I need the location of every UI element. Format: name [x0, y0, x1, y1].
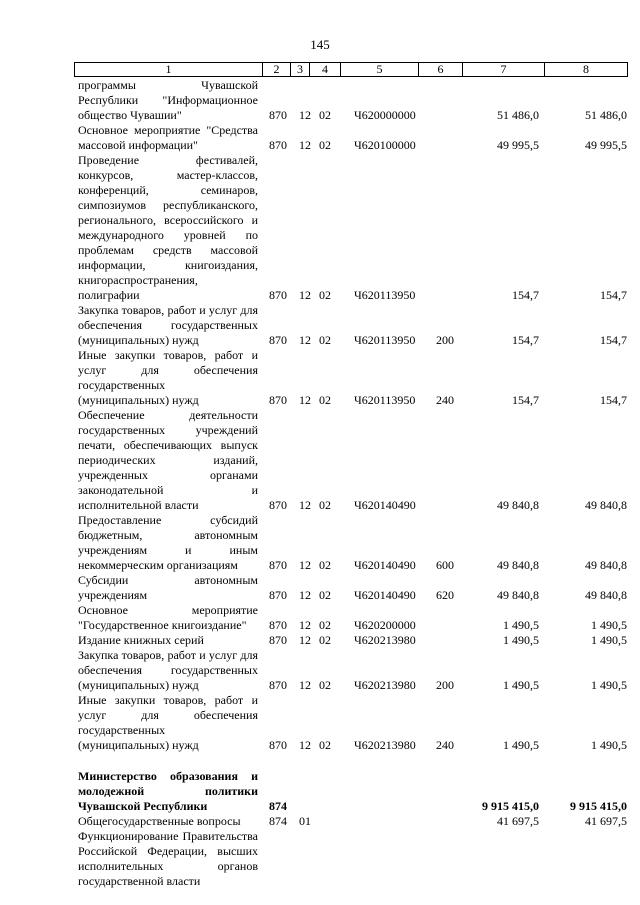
- cell-amount-1: 49 840,8: [497, 498, 539, 512]
- cell-target-code: Ч620113950: [354, 288, 416, 302]
- cell-amount-2: 1 490,5: [591, 618, 627, 632]
- table-row: [74, 814, 627, 829]
- cell-section: 12: [299, 393, 311, 407]
- cell-amount-1: 49 995,5: [497, 138, 539, 152]
- cell-target-code: Ч620140490: [354, 558, 416, 572]
- table-row: [74, 153, 627, 303]
- cell-expense-type: 240: [436, 738, 454, 752]
- cell-ministry: 870: [269, 588, 287, 602]
- table-row: [74, 769, 627, 814]
- cell-target-code: Ч620100000: [354, 138, 416, 152]
- cell-ministry: 870: [269, 738, 287, 752]
- cell-amount-1: 154,7: [512, 393, 539, 407]
- cell-section: 12: [299, 333, 311, 347]
- cell-amount-2: 49 840,8: [585, 588, 627, 602]
- cell-subsection: 02: [319, 498, 331, 512]
- cell-subsection: 02: [319, 558, 331, 572]
- cell-amount-2: 49 840,8: [585, 558, 627, 572]
- cell-section: 12: [299, 108, 311, 122]
- cell-amount-2: 154,7: [600, 333, 627, 347]
- cell-amount-2: 51 486,0: [585, 108, 627, 122]
- cell-ministry: 870: [269, 288, 287, 302]
- cell-expense-type: 620: [436, 588, 454, 602]
- row-description: Иные закупки товаров, работ и услуг для обеспечения государственных (муниципальных) нужд: [78, 693, 258, 752]
- table-row: [74, 348, 627, 408]
- table-row: [74, 648, 627, 693]
- row-description: Основное мероприятие "Средства массовой информации": [78, 123, 258, 152]
- cell-subsection: 02: [319, 738, 331, 752]
- cell-ministry: 870: [269, 333, 287, 347]
- cell-target-code: Ч620140490: [354, 588, 416, 602]
- row-description: Функционирование Правительства Российской Федерации, высших исполнительных органов государственной власти: [78, 829, 258, 888]
- cell-amount-1: 49 840,8: [497, 588, 539, 602]
- page-number: 145: [310, 37, 330, 52]
- column-header: 1: [75, 63, 263, 77]
- cell-section: 12: [299, 588, 311, 602]
- cell-amount-2: 1 490,5: [591, 678, 627, 692]
- cell-amount-2: 1 490,5: [591, 738, 627, 752]
- cell-amount-1: 41 697,5: [497, 814, 539, 828]
- cell-section: 12: [299, 678, 311, 692]
- column-header: 4: [310, 63, 341, 77]
- cell-ministry: 874: [269, 814, 287, 828]
- cell-section: 12: [299, 618, 311, 632]
- cell-subsection: 02: [319, 108, 331, 122]
- cell-ministry: 870: [269, 498, 287, 512]
- cell-target-code: Ч620113950: [354, 333, 416, 347]
- cell-amount-1: 49 840,8: [497, 558, 539, 572]
- row-description: Обеспечение деятельности государственных учреждений печати, обеспечивающих выпуск периодических изданий, учрежденных органами законодательной и исполнительной власти: [78, 408, 258, 512]
- budget-table-body: [74, 78, 627, 889]
- cell-subsection: 02: [319, 633, 331, 647]
- cell-target-code: Ч620213980: [354, 678, 416, 692]
- row-description: Основное мероприятие "Государственное книгоиздание": [78, 603, 258, 632]
- table-row: [74, 123, 627, 153]
- row-description: Закупка товаров, работ и услуг для обеспечения государственных (муниципальных) нужд: [78, 648, 258, 692]
- column-header: 6: [419, 63, 463, 77]
- row-description: Издание книжных серий: [78, 633, 204, 647]
- cell-section: 12: [299, 138, 311, 152]
- cell-subsection: 02: [319, 618, 331, 632]
- cell-subsection: 02: [319, 288, 331, 302]
- cell-target-code: Ч620213980: [354, 738, 416, 752]
- table-row: [74, 829, 627, 889]
- cell-section: 12: [299, 633, 311, 647]
- cell-section: 01: [299, 814, 311, 828]
- cell-section: 12: [299, 558, 311, 572]
- cell-amount-1: 154,7: [512, 333, 539, 347]
- cell-amount-2: 154,7: [600, 288, 627, 302]
- row-description: Иные закупки товаров, работ и услуг для обеспечения государственных (муниципальных) нужд: [78, 348, 258, 407]
- cell-amount-1: 1 490,5: [503, 738, 539, 752]
- cell-amount-2: 41 697,5: [585, 814, 627, 828]
- column-header: 8: [545, 63, 628, 77]
- table-row: [74, 78, 627, 123]
- cell-subsection: 02: [319, 138, 331, 152]
- cell-expense-type: 600: [436, 558, 454, 572]
- cell-subsection: 02: [319, 588, 331, 602]
- cell-target-code: Ч620213980: [354, 633, 416, 647]
- cell-ministry: 870: [269, 618, 287, 632]
- row-description: Предоставление субсидий бюджетным, автономным учреждениям и иным некоммерческим организациям: [78, 513, 258, 572]
- cell-section: 12: [299, 498, 311, 512]
- row-description: Министерство образования и молодежной политики Чувашской Республики: [78, 769, 258, 813]
- cell-target-code: Ч620140490: [354, 498, 416, 512]
- cell-subsection: 02: [319, 333, 331, 347]
- table-row: [74, 513, 627, 573]
- cell-expense-type: 240: [436, 393, 454, 407]
- cell-amount-1: 1 490,5: [503, 618, 539, 632]
- column-header: 3: [291, 63, 310, 77]
- cell-target-code: Ч620200000: [354, 618, 416, 632]
- cell-amount-1: 1 490,5: [503, 678, 539, 692]
- section-spacer: [74, 753, 627, 769]
- column-header-row: [74, 62, 628, 77]
- table-row: [74, 693, 627, 753]
- row-description: Закупка товаров, работ и услуг для обеспечения государственных (муниципальных) нужд: [78, 303, 258, 347]
- row-description: Субсидии автономным учреждениям: [78, 573, 258, 602]
- cell-subsection: 02: [319, 393, 331, 407]
- cell-ministry: 870: [269, 138, 287, 152]
- cell-section: 12: [299, 738, 311, 752]
- table-row: [74, 303, 627, 348]
- cell-ministry: 870: [269, 678, 287, 692]
- table-row: [74, 573, 627, 603]
- cell-subsection: 02: [319, 678, 331, 692]
- cell-expense-type: 200: [436, 678, 454, 692]
- cell-ministry: 870: [269, 633, 287, 647]
- cell-amount-2: 49 995,5: [585, 138, 627, 152]
- table-row: [74, 408, 627, 513]
- cell-section: 12: [299, 288, 311, 302]
- cell-ministry: 870: [269, 558, 287, 572]
- cell-expense-type: 200: [436, 333, 454, 347]
- table-row: [74, 603, 627, 633]
- cell-amount-1: 51 486,0: [497, 108, 539, 122]
- cell-ministry: 870: [269, 393, 287, 407]
- cell-target-code: Ч620113950: [354, 393, 416, 407]
- row-description: Проведение фестивалей, конкурсов, мастер-классов, конференций, семинаров, симпозиумов республиканского, регионального, всероссийского и международного уровней по проблемам средств массовой информации, книгоиздания, книгораспространения, полиграфии: [78, 153, 258, 302]
- cell-amount-2: 49 840,8: [585, 498, 627, 512]
- row-description: программы Чувашской Республики "Информационное общество Чувашии": [78, 78, 258, 122]
- cell-ministry: 870: [269, 108, 287, 122]
- cell-amount-1: 9 915 415,0: [482, 799, 539, 813]
- cell-amount-2: 9 915 415,0: [570, 799, 627, 813]
- column-header: 7: [463, 63, 545, 77]
- cell-amount-2: 1 490,5: [591, 633, 627, 647]
- cell-target-code: Ч620000000: [354, 108, 416, 122]
- cell-amount-2: 154,7: [600, 393, 627, 407]
- table-row: [74, 633, 627, 648]
- row-description: Общегосударственные вопросы: [78, 814, 241, 828]
- cell-amount-1: 154,7: [512, 288, 539, 302]
- column-header: 2: [263, 63, 291, 77]
- column-header: 5: [341, 63, 419, 77]
- cell-ministry: 874: [269, 799, 287, 813]
- cell-amount-1: 1 490,5: [503, 633, 539, 647]
